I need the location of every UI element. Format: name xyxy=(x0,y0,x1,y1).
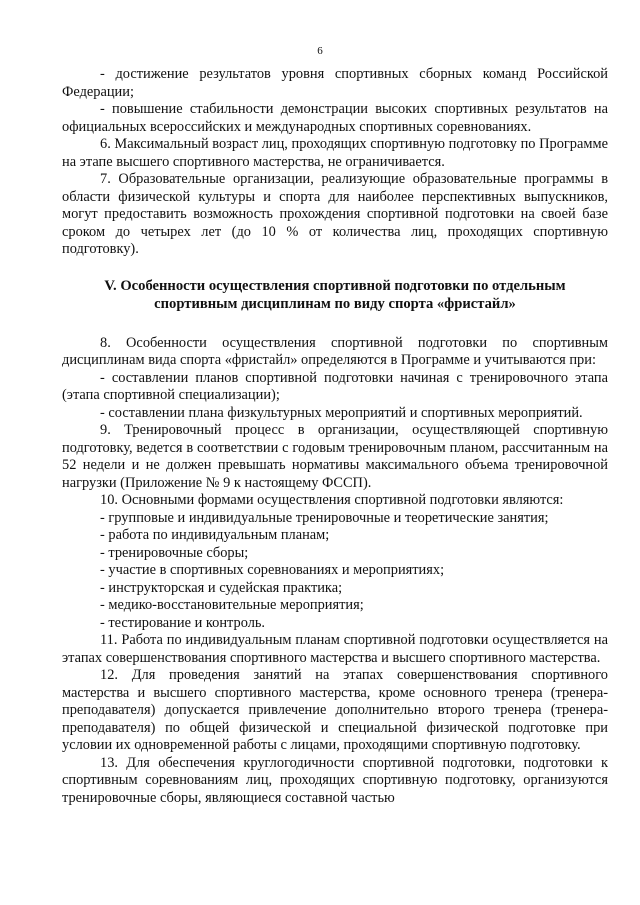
section-title-line-2: спортивным дисциплинам по виду спорта «фристайл» xyxy=(154,295,516,312)
paragraph-events-plan: - составлении плана физкультурных мероприятий и спортивных мероприятий. xyxy=(100,404,583,421)
paragraph-plans: - составлении планов спортивной подготовки начиная с тренировочного этапа (этапа спортивной специализации); xyxy=(62,369,608,403)
list-item: - участие в спортивных соревнованиях и мероприятиях; xyxy=(100,562,445,578)
list-item: - работа по индивидуальным планам; xyxy=(100,527,330,543)
document-body xyxy=(62,66,608,807)
paragraph-9: 9. Тренировочный процесс в организации, осуществляющей спортивную подготовку, ведется в соответствии с годовым тренировочным планом, рассчитанным на 52 недели и не должен превышать нормативы максимального объема тренировочной нагрузки (Приложение № 9 к настоящему ФССП). xyxy=(62,422,608,491)
list-item: - групповые и индивидуальные тренировочные и теоретические занятия; xyxy=(100,509,549,526)
paragraph-7: 7. Образовательные организации, реализующие образовательные программы в области физической культуры и спорта для наиболее перспективных выпускников, могут предоставить возможность прохождения спортивной подготовки на своей базе сроком до четырех лет (до 10 % от количества лиц, проходящих спортивную подготовку). xyxy=(62,171,608,257)
paragraph-10: 10. Основными формами осуществления спортивной подготовки являются: xyxy=(100,492,564,508)
list-item: - инструкторская и судейская практика; xyxy=(100,579,343,596)
paragraph-13: 13. Для обеспечения круглогодичности спортивной подготовки, подготовки к спортивным соревнованиям лиц, проходящих спортивную подготовку, организуются тренировочные сборы, являющиеся составной частью xyxy=(62,754,608,806)
list-item: - медико-восстановительные мероприятия; xyxy=(100,597,364,613)
paragraph-stability: - повышение стабильности демонстрации высоких спортивных результатов на официальных всероссийских и международных спортивных соревнованиях. xyxy=(62,101,608,135)
paragraph-12: 12. Для проведения занятий на этапах совершенствования спортивного мастерства и высшего спортивного мастерства, кроме основного тренера (тренера-преподавателя) допускается привлечение дополнительно второго тренера (тренера-преподавателя) по общей физической и специальной физической подготовке при условии их одновременной работы с лицами, проходящими спортивную подготовку. xyxy=(62,667,608,753)
paragraph-8: 8. Особенности осуществления спортивной подготовки по спортивным дисциплинам вида спорта «фристайл» определяются в Программе и учитываются при: xyxy=(62,334,608,368)
list-item: - тренировочные сборы; xyxy=(100,544,249,561)
paragraph-achievement: - достижение результатов уровня спортивных сборных команд Российской Федерации; xyxy=(62,66,608,100)
paragraph-11: 11. Работа по индивидуальным планам спортивной подготовки осуществляется на этапах совершенствования спортивного мастерства и высшего спортивного мастерства. xyxy=(62,632,608,666)
page-number: 6 xyxy=(317,45,323,57)
section-title-line-1: V. Особенности осуществления спортивной подготовки по отдельным xyxy=(104,277,566,294)
paragraph-6: 6. Максимальный возраст лиц, проходящих спортивную подготовку по Программе на этапе высшего спортивного мастерства, не ограничивается. xyxy=(62,136,608,170)
section-title xyxy=(62,277,608,313)
list-item: - тестирование и контроль. xyxy=(100,614,266,631)
forms-list xyxy=(62,510,608,633)
